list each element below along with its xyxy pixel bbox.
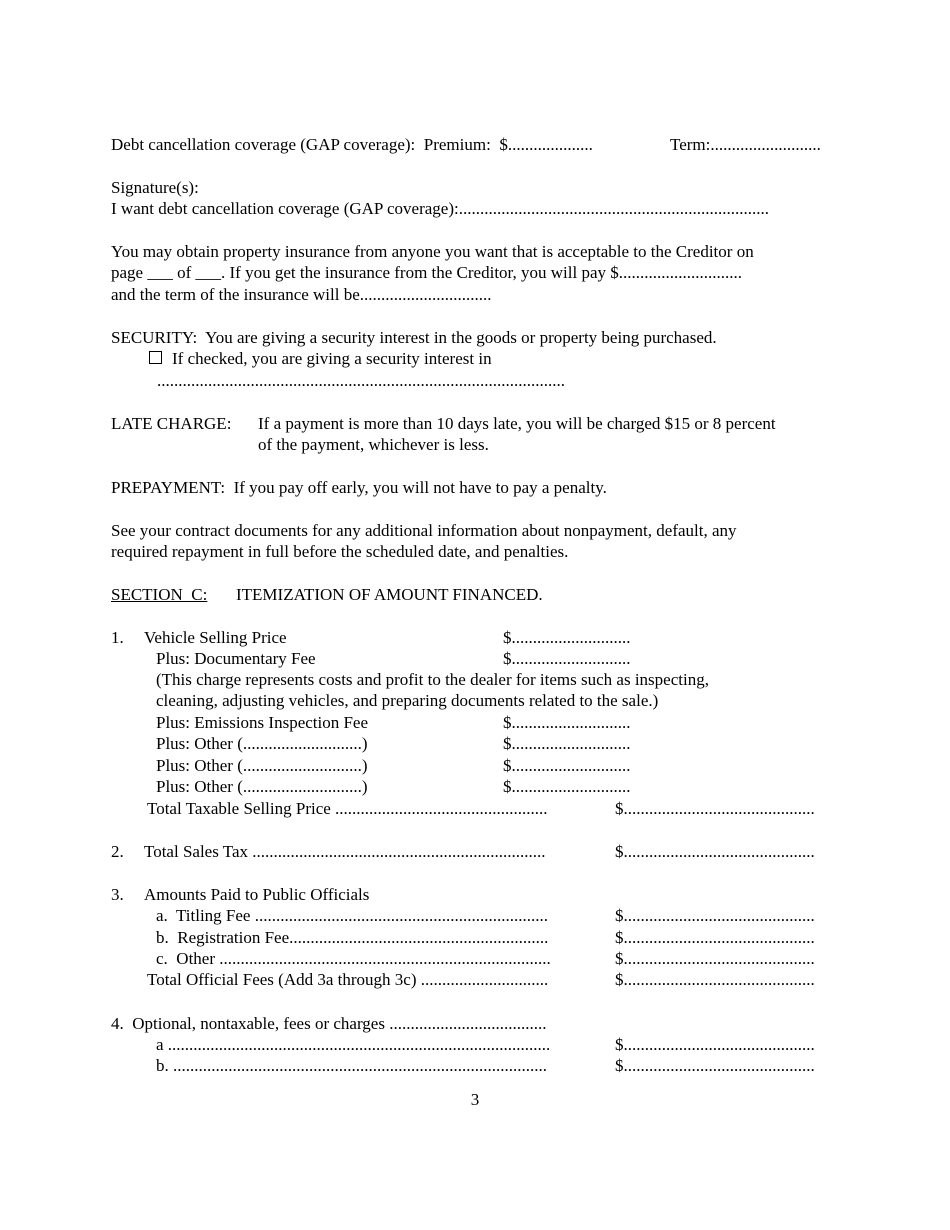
section-c-title: ITEMIZATION OF AMOUNT FINANCED. <box>236 585 543 604</box>
optional-fees-label: 4. Optional, nontaxable, fees or charges ..................................... <box>111 1014 547 1033</box>
public-officials-label: Amounts Paid to Public Officials <box>144 885 370 904</box>
other-fee-2-label: Plus: Other (............................) <box>156 756 368 775</box>
other-official-fee-amount: $............................................. <box>615 949 815 968</box>
total-official-fees-label: Total Official Fees (Add 3a through 3c) .............................. <box>147 970 549 989</box>
total-taxable-selling-price-amount: $............................................. <box>615 799 815 818</box>
emissions-fee-amount: $............................ <box>503 713 631 732</box>
page-number: 3 <box>470 1090 480 1109</box>
other-fee-3-amount: $............................ <box>503 777 631 796</box>
titling-fee-amount: $............................................. <box>615 906 815 925</box>
gap-premium-line: Debt cancellation coverage (GAP coverage): Premium: $.................... <box>111 135 593 154</box>
other-fee-1-label: Plus: Other (............................) <box>156 734 368 753</box>
optional-fee-b-amount: $............................................. <box>615 1056 815 1075</box>
property-insurance-line-3: and the term of the insurance will be............................... <box>111 285 492 304</box>
emissions-fee-label: Plus: Emissions Inspection Fee <box>156 713 369 732</box>
optional-fee-b-label: b. ........................................................................................ <box>156 1056 547 1075</box>
late-charge-line-2: of the payment, whichever is less. <box>258 435 489 454</box>
titling-fee-label: a. Titling Fee ..................................................................... <box>156 906 548 925</box>
vehicle-selling-price-label: Vehicle Selling Price <box>144 628 287 647</box>
gap-want-line: I want debt cancellation coverage (GAP coverage):......................................................................... <box>111 199 769 218</box>
documentary-fee-note-2: cleaning, adjusting vehicles, and preparing documents related to the sale.) <box>156 691 659 710</box>
security-checkbox-label: If checked, you are giving a security interest in <box>172 349 492 368</box>
item-1-number: 1. <box>111 628 124 647</box>
other-fee-1-amount: $............................ <box>503 734 631 753</box>
see-contract-line-2: required repayment in full before the scheduled date, and penalties. <box>111 542 569 561</box>
property-insurance-line-1: You may obtain property insurance from anyone you want that is acceptable to the Creditor on <box>111 242 754 261</box>
property-insurance-line-2: page ___ of ___. If you get the insurance from the Creditor, you will pay $............................. <box>111 263 743 282</box>
other-official-fee-label: c. Other .............................................................................. <box>156 949 551 968</box>
signature-label: Signature(s): <box>111 178 199 197</box>
security-dots: ................................................................................................ <box>157 371 565 390</box>
late-charge-label: LATE CHARGE: <box>111 414 232 433</box>
vehicle-selling-price-amount: $............................ <box>503 628 631 647</box>
item-2-number: 2. <box>111 842 124 861</box>
item-3-number: 3. <box>111 885 124 904</box>
gap-term-line: Term:.......................... <box>670 135 821 154</box>
total-taxable-selling-price-label: Total Taxable Selling Price .................................................. <box>147 799 548 818</box>
section-c-label: SECTION C: <box>111 585 208 604</box>
total-sales-tax-amount: $............................................. <box>615 842 815 861</box>
optional-fee-a-label: a .......................................................................................... <box>156 1035 551 1054</box>
late-charge-line-1: If a payment is more than 10 days late, you will be charged $15 or 8 percent <box>258 414 776 433</box>
optional-fee-a-amount: $............................................. <box>615 1035 815 1054</box>
total-sales-tax-label: Total Sales Tax ..................................................................... <box>144 842 546 861</box>
see-contract-line-1: See your contract documents for any additional information about nonpayment, default, any <box>111 521 737 540</box>
other-fee-2-amount: $............................ <box>503 756 631 775</box>
security-line: SECURITY: You are giving a security interest in the goods or property being purchased. <box>111 328 717 347</box>
total-official-fees-amount: $............................................. <box>615 970 815 989</box>
registration-fee-label: b. Registration Fee............................................................. <box>156 928 549 947</box>
documentary-fee-note-1: (This charge represents costs and profit to the dealer for items such as inspecting, <box>156 670 709 689</box>
documentary-fee-label: Plus: Documentary Fee <box>156 649 316 668</box>
documentary-fee-amount: $............................ <box>503 649 631 668</box>
security-checkbox[interactable] <box>149 351 162 364</box>
prepayment-line: PREPAYMENT: If you pay off early, you will not have to pay a penalty. <box>111 478 607 497</box>
registration-fee-amount: $............................................. <box>615 928 815 947</box>
other-fee-3-label: Plus: Other (............................) <box>156 777 368 796</box>
